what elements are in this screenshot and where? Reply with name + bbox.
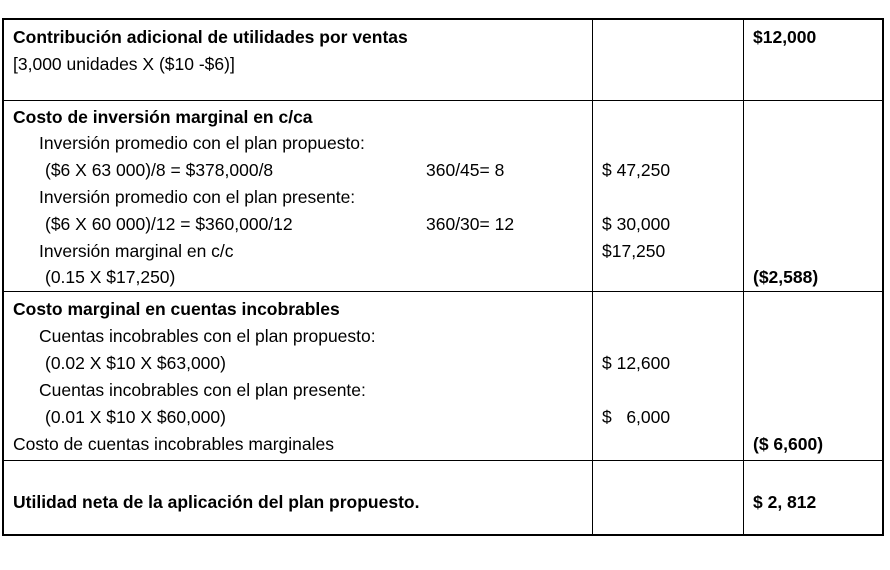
- section3-cost-label: Costo de cuentas incobrables marginales: [13, 434, 335, 454]
- section2-present-calc: ($6 X 60 000)/12 = $360,000/12: [45, 214, 293, 234]
- section3-total: ($ 6,600): [753, 434, 824, 454]
- section2-title: Costo de inversión marginal en c/ca: [13, 107, 313, 127]
- section3-present-amount: $ 6,000: [602, 407, 671, 427]
- column-divider-2: [743, 20, 744, 534]
- section2-present-label: Inversión promedio con el plan presente:: [39, 187, 356, 207]
- row-divider-1: [4, 100, 882, 101]
- section4-title: Utilidad neta de la aplicación del plan propuesto.: [13, 492, 420, 512]
- section2-proposed-calc: ($6 X 63 000)/8 = $378,000/8: [45, 160, 274, 180]
- profit-analysis-table: [2, 18, 884, 536]
- section3-present-label: Cuentas incobrables con el plan presente:: [39, 380, 366, 400]
- section2-marginal-amount: $17,250: [602, 241, 666, 261]
- section2-marginal-label: Inversión marginal en c/c: [39, 241, 234, 261]
- section1-detail: [3,000 unidades X ($10 -$6)]: [13, 54, 235, 74]
- section1-total: $12,000: [753, 27, 817, 47]
- row-divider-2: [4, 291, 882, 292]
- column-divider-1: [592, 20, 593, 534]
- section2-proposed-amount: $ 47,250: [602, 160, 671, 180]
- section3-present-calc: (0.01 X $10 X $60,000): [45, 407, 226, 427]
- row-divider-3: [4, 460, 882, 461]
- section2-cost-calc: (0.15 X $17,250): [45, 267, 176, 287]
- section1-title: Contribución adicional de utilidades por ventas: [13, 27, 408, 47]
- section3-proposed-calc: (0.02 X $10 X $63,000): [45, 353, 226, 373]
- section2-proposed-label: Inversión promedio con el plan propuesto:: [39, 133, 365, 153]
- section2-present-amount: $ 30,000: [602, 214, 671, 234]
- section3-title: Costo marginal en cuentas incobrables: [13, 299, 340, 319]
- section3-proposed-amount: $ 12,600: [602, 353, 671, 373]
- section2-present-turnover: 360/30= 12: [426, 214, 515, 234]
- section3-proposed-label: Cuentas incobrables con el plan propuesto:: [39, 326, 376, 346]
- section2-total: ($2,588): [753, 267, 819, 287]
- section2-proposed-turnover: 360/45= 8: [426, 160, 505, 180]
- section4-total: $ 2, 812: [753, 492, 817, 512]
